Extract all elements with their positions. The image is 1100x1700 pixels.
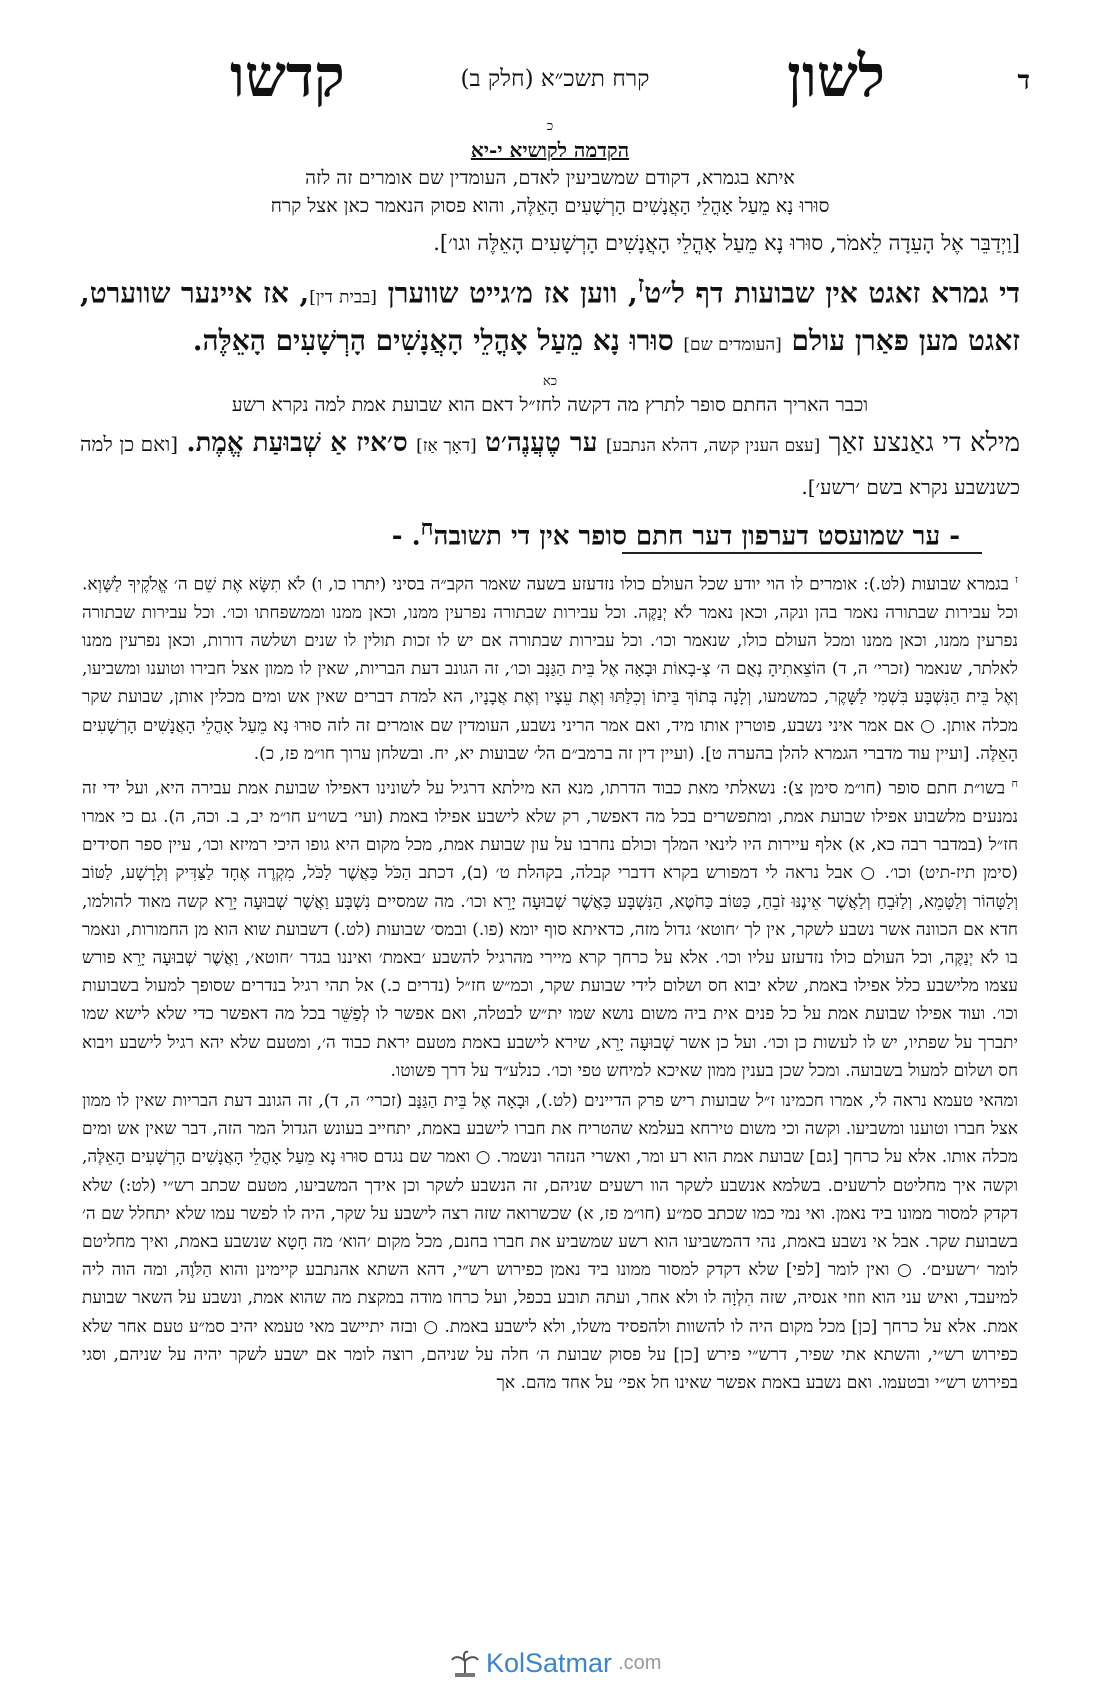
page-letter: ד: [1017, 66, 1030, 96]
palm-tree-icon: [450, 1649, 480, 1679]
footnotes: [82, 566, 1018, 1399]
watermark: [450, 1648, 661, 1679]
footnote: $^ח$ בשו״ת חתם סופר (חו״מ סימן צ): נשאלתי מאת כבוד הדרתו, מנא הא מילתא דרגיל על לשונינו דאפילו שבועת אמת עבירה היא, ועל ידי זה נמנעים מלשבוע אפילו שבועת אמת, ומתפשרים בכל מה דאפשר, רק שלא לישבע אפילו באמת (ועי׳ בשו״ע חו״מ יב, ב. וכה, ה). גם כי אמרו חז״ל (במדבר רבה כא, א) אלף עיירות היו לינאי המלך וכולם נחרבו על עון שבועת אמת, מכל מקום היא גופו היכי רמיזא וכו׳, עיין ספר חסידים (סימן תיז-תיט) וכו׳. ○ אבל נראה לי דמפורש בקרא דדברי קבלה, בקהלת ט׳ (ב), דכתב הַכֹּל כַּאֲשֶׁר לַכֹּל, מִקְרֶה אֶחָד לַצַּדִּיק וְלָרָשָׁע, לַטּוֹב וְלַטָּהוֹר וְלַטָּמֵא, וְלַזֹּבֵחַ וְלַאֲשֶׁר אֵינֶנּוּ זֹבֵחַ, כַּטּוֹב כַּחֹטֶא, הַנִּשְׁבָּע כַּאֲשֶׁר שְׁבוּעָה יָרֵא וכו׳. מה שמסיים נִשְׁבָּע וַאֲשֶׁר שְׁבוּעָה יָרֵא קשה מאוד להולמו, חדא אם הכוונה אשר נשבע לשקר, אין לך ׳חוטא׳ גדול מזה, כדאיתא סוף יומא (פו.) ובמס׳ שבועות (לט.) דשבועת שוא הוא מן החמורות, ונאמר בו לֹא יְנַקֶּה, וכל העולם כולו נזדעזע עליו וכו׳. אלא על כרחך קרא מיירי מהרגיל להשבע ׳באמת׳ ואיננו בגדר ׳חוטא׳, וַאֲשֶׁר שְׁבוּעָה יָרֵא פורש עצמו מלישבע כלל אפילו באמת, שלא יבוא חס ושלום לידי שבועת שקר, וכמ״ש חז״ל (נדרים כ.) אל תהי רגיל בנדרים שסופך למעול בשבועות וכו׳. ועוד אפילו שבועת אמת על כל פנים אית ביה משום נושא שמו ית״ש לבטלה, ואם אפשר לו לְפַשֵּׁר בכל מה דאפשר כדי שלא לישא שמו יתברך על שפתיו, יש לו לעשות כן וכו׳. ועל כן אשר שְׁבוּעָה יָרֵא, שירא לישבע באמת מטעם יראת כבוד ה׳, ומטעם שלא יהא רגיל לישבע ויבוא חס ושלום למעול בשבועה. ומכל שכן בענין ממון שאיכא למיחש טפי וכו׳. כנלע״ד על דרך פשוטו.: [82, 777, 1018, 1081]
footnote-divider: [622, 552, 982, 554]
closing-line: - ער שמועסט דערפון דער חתם סופר אין די תשובה$^ח$. -: [391, 516, 960, 552]
section-title: הקדמה לקושיא י-יא: [470, 138, 630, 162]
main-text: [80, 118, 1020, 557]
intro-line: איתא בגמרא, דקודם שמשביעין לאדם, העומדין שם אומרים זה לזה: [305, 167, 795, 189]
watermark-brand: KolSatmar: [486, 1648, 613, 1678]
page-header: [80, 42, 1030, 110]
header-word-left: קדשו: [230, 42, 345, 110]
header-center: קרח תשכ״א (חלק ב): [460, 66, 650, 92]
watermark-suffix: .com: [618, 1652, 662, 1674]
verse-line: [וַיְדַבֵּר אֶל הָעֵדָה לֵאמֹר, סוּרוּ נָא מֵעַל אָהֳלֵי הָאֲנָשִׁים הָרְשָׁעִים הָאֵלֶּה וגו׳].: [433, 231, 1020, 255]
main-paragraph: מילא די גאַנצע זאַך [עצם הענין קשה, דהלא הנתבע] ער טֶעֲנֶה׳ט [דאָך אַז] ס׳איז אַ שְׁבוּעַת אֱמֶת. [ואם כן למה כשנשבע נקרא בשם ׳רשע׳].: [80, 428, 1020, 500]
main-paragraph: די גמרא זאגט אין שבועות דף ל״ט$^ז$, ווען אז מ׳גייט שווערן [בבית דין], אז איינער שווערט, זאגט מען פאַרן עולם [העומדים שם] סוּרוּ נָא מֵעַל אָהֳלֵי הָאֲנָשִׁים הָרְשָׁעִים הָאֵלֶּה.: [80, 270, 1020, 358]
section-number: כא: [542, 374, 558, 390]
header-word-right: לשון: [787, 42, 885, 110]
footnote: $^ז$ בגמרא שבועות (לט.): אומרים לו הוי יודע שכל העולם כולו נזדעזע בשעה שאמר הקב״ה בסיני (יתרו כו, ו) לֹא תִשָּׂא אֶת שֵׁם ה׳ אֱלֹקֶיךָ לַשָּׁוְא. וכל עבירות שבתורה נאמר בהן ונקה, וכאן נאמר לֹא יְנַקֶּה. וכל עבירות שבתורה נפרעין ממנו, וכאן ממנו וממשפחתו וכו׳. וכל עבירות שבתורה נפרעין ממנו, וכאן ממנו ומכל העולם כולו, שנאמר וכו׳. וכל עבירות שבתורה אם יש לו זכות תולין לו שנים ושלשה דורות, וכאן נפרעין ממנו לאלתר, שנאמר (זכרי׳ ה, ד) הוֹצֵאתִיהָ נְאֻם ה׳ צְ-בָאוֹת וּבָאָה אֶל בֵּית הַגַּנָּב וכו׳, זה הגונב דעת הבריות, שאין לו ממון אצל חבירו וטוענו ומשביעו, וְאֶל בֵּית הַנִּשְׁבָּע בִּשְׁמִי לַשָּׁקֶר, כמשמעו, וְלָנָה בְּתוֹךְ בֵּיתוֹ וְכִלַּתּוּ וְאֶת עֵצָיו וְאֶת אֲבָנָיו, הא למדת דברים שאין אש ומים מכלין אותן, שבועת שקר מכלה אותן. ○ אם אמר איני נשבע, פוטרין אותו מיד, ואם אמר הריני נשבע, העומדין שם אומרים זה לזה סוּרוּ נָא מֵעַל אָהֳלֵי הָאֲנָשִׁים הָרְשָׁעִים הָאֵלֶּה. [ועיין עוד מדברי הגמרא להלן בהערה ט]. (ועיין דין זה ברמב״ם הל׳ שבועות יא, יח. ובשלחן ערוך חו״מ פז, כ).: [82, 573, 1018, 764]
intro-line: וכבר האריך החתם סופר לתרץ מה דקשה לחז״ל דאם הוא שבועת אמת למה נקרא רשע: [231, 394, 869, 417]
footnote: ומהאי טעמא נראה לי, אמרו חכמינו ז״ל שבועות ריש פרק הדיינים (לט.), וּבָאָה אֶל בֵּית הַגַּנָּב (זכרי׳ ה, ד), זה הגונב דעת הבריות שאין לו ממון אצל חברו וטוענו ומשביעו. וקשה וכי משום טירחא בעלמא שהטריח את חברו לישבע באמת, יתחייב בעונש הגדול המר הזה, דבר שאין אש ומים מכלה אותו. אלא על כרחך [גם] שבועת אמת הוא רע ומר, ואשרי הנזהר ונשמר. ○ ואמר שם נגדם סוּרוּ נָא מֵעַל אָהֳלֵי הָאֲנָשִׁים הָרְשָׁעִים הָאֵלֶּה, וקשה איך מחליטם לרשעים. בשלמא אנשבע לשקר הוו רשעים שניהם, זה הנשבע לשקר וכן אידך המשביעו, מטעם שכתב רש״י (לט:) שלא דקדק למסור ממונו ביד נאמן. ואי נמי כמו שכתב סמ״ע (חו״מ פז, א) שכשרואה שזה רצה לישבע על שקר, היה לו לפשר עמו שלא יתחלל שם ה׳ בשבועת שקר. אבל אי נשבע באמת, נהי דהמשביעו הוא רשע שמשביע את חברו בחנם, מכל מקום ׳הוא׳ מה חָטָא שנשבע באמת, ואיך מחליטם לומר ׳רשעים׳. ○ ואין לומר [לפי] שלא דקדק למסור ממונו ביד נאמן כפירוש רש״י, דהא השתא אהנתבע קיימינן והוא הַלֹּוֶה, ומה הוה ליה למיעבד, ואיש עני הוא וזוזי אנסיה, שזה הִלְוָה לו ולא אחר, ועתה תובע בכפל, ועל כרחו מודה במקצת מה שהוא אמת, ונשבע על השאר שבועת אמת. אלא על כרחך [כן] מכל מקום היה לו להשוות ולהפסיד משלו, ולא לישבע באמת. ○ ובזה יתיישב מאי טעמא יהיב סמ״ע טעם אחר שלא כפירוש רש״י, והשתא אתי שפיר, דרש״י פירש [כן] על פסוק שבועת ה׳ חלה על שניהם, רוצה לומר אם ישבע לשקר יהיה על שניהם, וסגי בפירוש רש״י ובטעמו. ואם נשבע באמת אפשר שאינו חל אפי׳ על אחד מהם. אך: [82, 1090, 1018, 1393]
intro-line: סוּרוּ נָא מֵעַל אָהֳלֵי הָאֲנָשִׁים הָרְשָׁעִים הָאֵלֶּה, והוא פסוק הנאמר כאן אצל קרח: [270, 195, 830, 217]
section-number: כ: [546, 119, 554, 134]
